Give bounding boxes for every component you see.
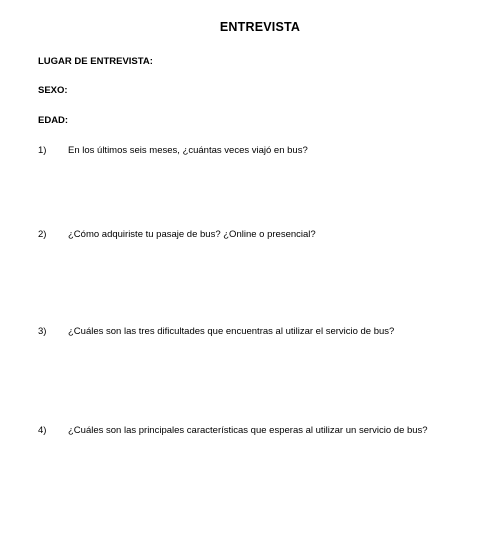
question-item (38, 145, 308, 156)
field-label-sexo: SEXO: (38, 85, 68, 96)
question-number: 2) (38, 229, 47, 240)
question-text: ¿Cuáles son las principales características que esperas al utilizar un servicio de bus? (68, 425, 428, 436)
question-item (38, 229, 316, 240)
field-label-lugar: LUGAR DE ENTREVISTA: (38, 56, 153, 67)
question-number: 3) (38, 326, 47, 337)
document-title: ENTREVISTA (219, 20, 301, 34)
field-label-edad: EDAD: (38, 115, 69, 126)
question-number: 4) (38, 425, 47, 436)
question-text: En los últimos seis meses, ¿cuántas veces viajó en bus? (68, 145, 308, 156)
question-text: ¿Cuáles son las tres dificultades que encuentras al utilizar el servicio de bus? (68, 326, 395, 337)
question-text: ¿Cómo adquiriste tu pasaje de bus? ¿Online o presencial? (68, 229, 316, 240)
question-number: 1) (38, 145, 47, 156)
question-item (38, 425, 428, 436)
question-item (38, 326, 394, 337)
